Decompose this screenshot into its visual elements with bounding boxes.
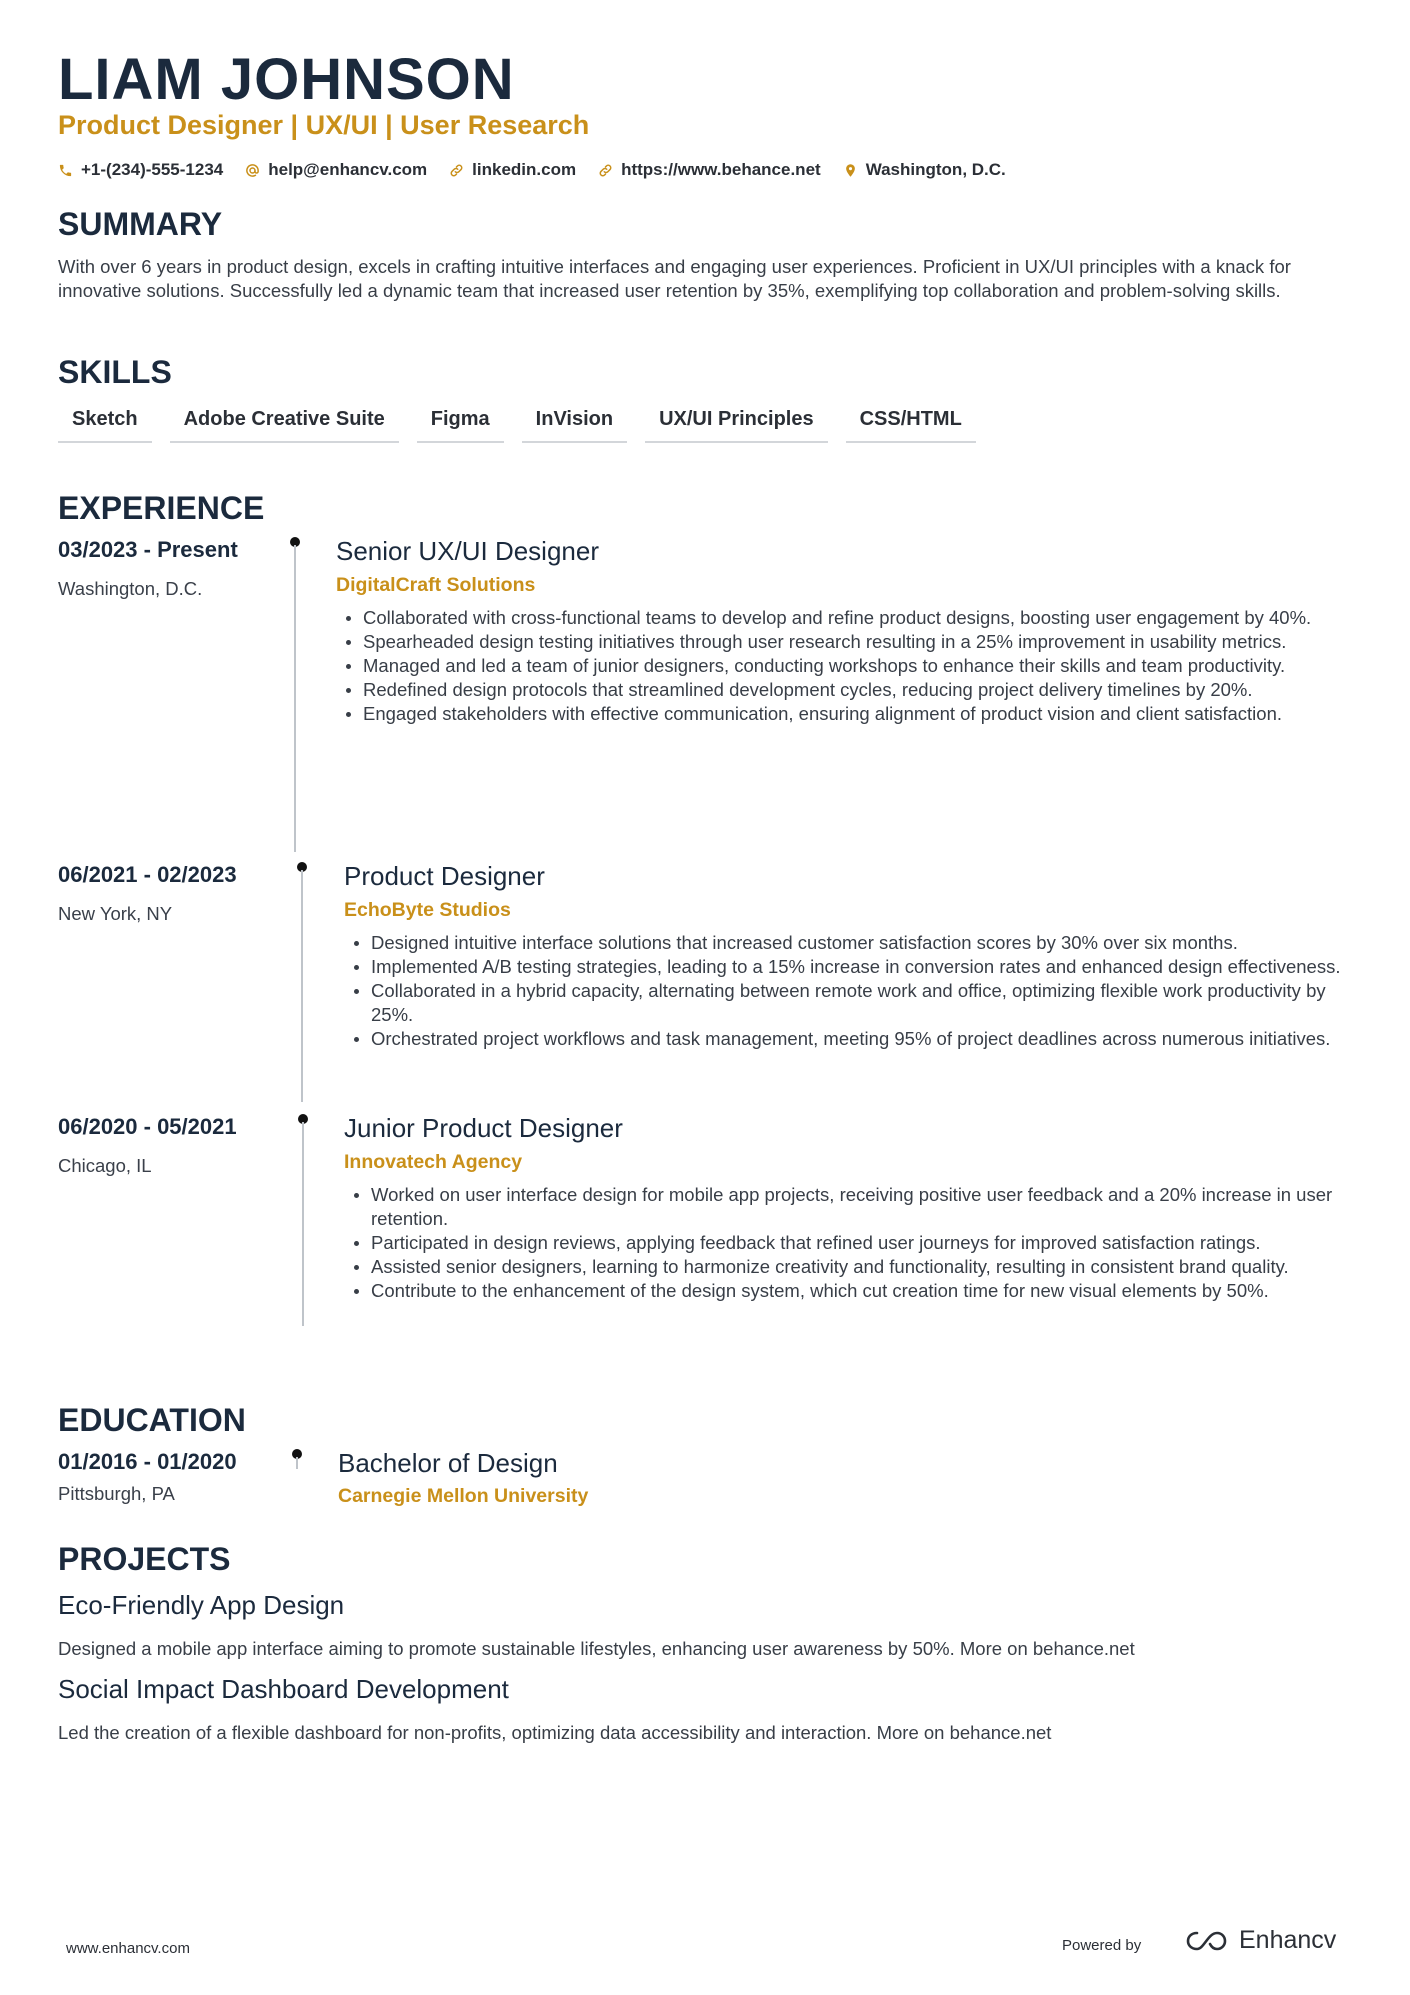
- timeline-line: [294, 545, 296, 852]
- footer-url-link[interactable]: www.enhancv.com: [66, 1940, 190, 1957]
- link-icon: [598, 163, 613, 178]
- contact-location: [843, 160, 1006, 180]
- education-location: Pittsburgh, PA: [58, 1483, 175, 1504]
- summary-text: With over 6 years in product design, excels in crafting intuitive interfaces and engaging user experiences. Proficient in UX/UI principles with a knack for innovative solutions. Successfully led a dynamic team that increased user retention by 35%, exemplifying top collaboration and problem-solving skills.: [58, 256, 1291, 301]
- candidate-name: LIAM JOHNSON: [58, 47, 515, 112]
- experience-company: EchoByte Studios: [344, 899, 511, 921]
- experience-heading: EXPERIENCE: [58, 490, 265, 526]
- summary-heading: SUMMARY: [58, 206, 223, 242]
- enhancv-logo-icon: [1185, 1928, 1231, 1954]
- timeline-line: [301, 870, 303, 1102]
- experience-company: DigitalCraft Solutions: [336, 574, 536, 596]
- project-description: Led the creation of a flexible dashboard for non-profits, optimizing data accessibility and interaction. More on behance.net: [58, 1722, 1052, 1743]
- experience-bullets: [344, 931, 1360, 1051]
- contact-behance[interactable]: [598, 160, 821, 180]
- skill-tag: UX/UI Principles: [645, 408, 828, 443]
- enhancv-brand-text: Enhancv: [1239, 1926, 1337, 1954]
- education-school: Carnegie Mellon University: [338, 1485, 589, 1507]
- contact-behance-text: https://www.behance.net: [621, 160, 821, 179]
- list-item: Collaborated in a hybrid capacity, alternating between remote work and office, optimizing flexible work productivity by 25%.: [344, 979, 1360, 1027]
- list-item: Implemented A/B testing strategies, leading to a 15% increase in conversion rates and enhanced design effectiveness.: [344, 955, 1360, 979]
- contact-bar: [58, 160, 1006, 180]
- link-icon: [449, 163, 464, 178]
- phone-icon: [58, 163, 73, 178]
- list-item: Redefined design protocols that streamlined development cycles, reducing project delivery timelines by 20%.: [336, 678, 1346, 702]
- experience-date: 06/2020 - 05/2021: [58, 1114, 237, 1139]
- experience-title: Product Designer: [344, 861, 545, 891]
- contact-email-text: help@enhancv.com: [268, 160, 428, 179]
- project-title: Social Impact Dashboard Development: [58, 1674, 509, 1704]
- education-date: 01/2016 - 01/2020: [58, 1449, 237, 1474]
- skill-tag: CSS/HTML: [846, 408, 976, 443]
- project-description: Designed a mobile app interface aiming to promote sustainable lifestyles, enhancing user awareness by 50%. More on behance.net: [58, 1638, 1135, 1659]
- experience-location: Chicago, IL: [58, 1155, 152, 1176]
- education-degree: Bachelor of Design: [338, 1448, 558, 1478]
- list-item: Engaged stakeholders with effective communication, ensuring alignment of product vision and client satisfaction.: [336, 702, 1346, 726]
- list-item: Designed intuitive interface solutions that increased customer satisfaction scores by 30% over six months.: [344, 931, 1360, 955]
- list-item: Managed and led a team of junior designers, conducting workshops to enhance their skills and team productivity.: [336, 654, 1346, 678]
- list-item: Contribute to the enhancement of the design system, which cut creation time for new visual elements by 50%.: [344, 1279, 1350, 1303]
- powered-by-label: Powered by: [1062, 1937, 1142, 1954]
- experience-title: Junior Product Designer: [344, 1113, 623, 1143]
- list-item: Assisted senior designers, learning to harmonize creativity and functionality, resulting in consistent brand quality.: [344, 1255, 1350, 1279]
- education-heading: EDUCATION: [58, 1402, 246, 1438]
- contact-linkedin-text: linkedin.com: [472, 160, 577, 179]
- list-item: Spearheaded design testing initiatives through user research resulting in a 25% improvement in usability metrics.: [336, 630, 1346, 654]
- skills-list: [58, 408, 976, 443]
- contact-email[interactable]: [245, 160, 427, 180]
- projects-heading: PROJECTS: [58, 1541, 231, 1577]
- project-title: Eco-Friendly App Design: [58, 1590, 345, 1620]
- contact-phone-text: +1-(234)-555-1234: [81, 160, 224, 179]
- at-icon: [245, 163, 260, 178]
- list-item: Orchestrated project workflows and task management, meeting 95% of project deadlines across numerous initiatives.: [344, 1027, 1360, 1051]
- timeline-line: [296, 1457, 298, 1469]
- experience-date: 06/2021 - 02/2023: [58, 862, 237, 887]
- skill-tag: Adobe Creative Suite: [170, 408, 399, 443]
- experience-company: Innovatech Agency: [344, 1151, 523, 1173]
- experience-date: 03/2023 - Present: [58, 537, 238, 562]
- list-item: Participated in design reviews, applying feedback that refined user journeys for improved satisfaction ratings.: [344, 1231, 1350, 1255]
- enhancv-brand[interactable]: [1185, 1926, 1336, 1955]
- skill-tag: InVision: [522, 408, 627, 443]
- experience-location: New York, NY: [58, 903, 173, 924]
- location-pin-icon: [843, 163, 858, 178]
- contact-linkedin[interactable]: [449, 160, 576, 180]
- experience-title: Senior UX/UI Designer: [336, 536, 599, 566]
- skills-heading: SKILLS: [58, 354, 172, 390]
- experience-bullets: [344, 1183, 1350, 1303]
- skill-tag: Sketch: [58, 408, 152, 443]
- list-item: Collaborated with cross-functional teams to develop and refine product designs, boosting user engagement by 40%.: [336, 606, 1346, 630]
- list-item: Worked on user interface design for mobile app projects, receiving positive user feedback and a 20% increase in user retention.: [344, 1183, 1350, 1231]
- experience-bullets: [336, 606, 1346, 726]
- skill-tag: Figma: [417, 408, 504, 443]
- contact-location-text: Washington, D.C.: [865, 160, 1006, 179]
- experience-location: Washington, D.C.: [58, 578, 203, 599]
- timeline-line: [302, 1122, 304, 1326]
- candidate-subtitle: Product Designer | UX/UI | User Research: [58, 110, 590, 140]
- contact-phone[interactable]: [58, 160, 223, 180]
